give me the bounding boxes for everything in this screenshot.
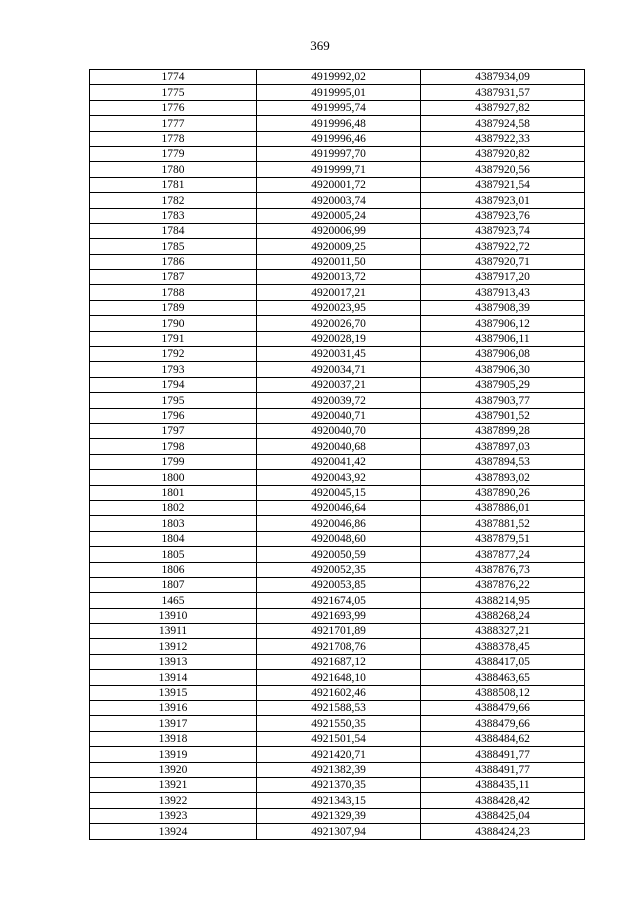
y-coordinate-cell: 4388424,23 [421,824,585,839]
point-number-cell: 13916 [90,701,257,716]
x-coordinate-cell: 4920006,99 [257,223,421,238]
point-number-cell: 1797 [90,423,257,438]
x-coordinate-cell: 4920023,95 [257,300,421,315]
point-number-cell: 1781 [90,177,257,192]
y-coordinate-cell: 4387876,22 [421,577,585,592]
table-row [90,393,585,408]
table-row [90,793,585,808]
x-coordinate-cell: 4920013,72 [257,270,421,285]
table-row [90,701,585,716]
point-number-cell: 1774 [90,70,257,85]
x-coordinate-cell: 4920011,50 [257,254,421,269]
y-coordinate-cell: 4388491,77 [421,762,585,777]
table-row [90,300,585,315]
y-coordinate-cell: 4388484,62 [421,731,585,746]
table-row [90,639,585,654]
table-row [90,808,585,823]
y-coordinate-cell: 4387906,30 [421,362,585,377]
point-number-cell: 1790 [90,316,257,331]
x-coordinate-cell: 4920003,74 [257,193,421,208]
table-row [90,624,585,639]
y-coordinate-cell: 4388479,66 [421,701,585,716]
point-number-cell: 1779 [90,146,257,161]
page-number: 369 [310,38,330,53]
point-number-cell: 13917 [90,716,257,731]
table-row [90,362,585,377]
point-number-cell: 1802 [90,500,257,515]
point-number-cell: 1777 [90,116,257,131]
table-row [90,285,585,300]
point-number-cell: 1788 [90,285,257,300]
x-coordinate-cell: 4919995,74 [257,100,421,115]
point-number-cell: 1795 [90,393,257,408]
table-row [90,562,585,577]
table-row [90,408,585,423]
table-row [90,762,585,777]
table-row [90,731,585,746]
y-coordinate-cell: 4388417,05 [421,654,585,669]
y-coordinate-cell: 4387893,02 [421,470,585,485]
table-row [90,316,585,331]
y-coordinate-cell: 4388463,65 [421,670,585,685]
x-coordinate-cell: 4920040,68 [257,439,421,454]
x-coordinate-cell: 4919999,71 [257,162,421,177]
y-coordinate-cell: 4387901,52 [421,408,585,423]
table-row [90,824,585,839]
x-coordinate-cell: 4920040,71 [257,408,421,423]
point-number-cell: 1799 [90,454,257,469]
y-coordinate-cell: 4387876,73 [421,562,585,577]
point-number-cell: 1803 [90,516,257,531]
point-number-cell: 1801 [90,485,257,500]
point-number-cell: 1804 [90,531,257,546]
x-coordinate-cell: 4920046,64 [257,500,421,515]
point-number-cell: 1791 [90,331,257,346]
table-row [90,777,585,792]
table-row [90,470,585,485]
y-coordinate-cell: 4387922,72 [421,239,585,254]
x-coordinate-cell: 4920028,19 [257,331,421,346]
y-coordinate-cell: 4387908,39 [421,300,585,315]
point-number-cell: 1787 [90,270,257,285]
x-coordinate-cell: 4921382,39 [257,762,421,777]
y-coordinate-cell: 4387917,20 [421,270,585,285]
x-coordinate-cell: 4920031,45 [257,347,421,362]
x-coordinate-cell: 4920048,60 [257,531,421,546]
x-coordinate-cell: 4921602,46 [257,685,421,700]
y-coordinate-cell: 4387923,01 [421,193,585,208]
y-coordinate-cell: 4387913,43 [421,285,585,300]
y-coordinate-cell: 4387903,77 [421,393,585,408]
x-coordinate-cell: 4921550,35 [257,716,421,731]
table-row [90,716,585,731]
y-coordinate-cell: 4388428,42 [421,793,585,808]
x-coordinate-cell: 4920026,70 [257,316,421,331]
x-coordinate-cell: 4921693,99 [257,608,421,623]
x-coordinate-cell: 4920043,92 [257,470,421,485]
x-coordinate-cell: 4921343,15 [257,793,421,808]
y-coordinate-cell: 4387922,33 [421,131,585,146]
x-coordinate-cell: 4919995,01 [257,85,421,100]
x-coordinate-cell: 4920017,21 [257,285,421,300]
y-coordinate-cell: 4387905,29 [421,377,585,392]
y-coordinate-cell: 4387920,71 [421,254,585,269]
table-row [90,593,585,608]
y-coordinate-cell: 4387934,09 [421,70,585,85]
point-number-cell: 1783 [90,208,257,223]
table-row [90,270,585,285]
y-coordinate-cell: 4387906,11 [421,331,585,346]
x-coordinate-cell: 4919996,48 [257,116,421,131]
y-coordinate-cell: 4387890,26 [421,485,585,500]
x-coordinate-cell: 4921370,35 [257,777,421,792]
x-coordinate-cell: 4921648,10 [257,670,421,685]
y-coordinate-cell: 4388491,77 [421,747,585,762]
table-row [90,177,585,192]
point-number-cell: 1794 [90,377,257,392]
point-number-cell: 1793 [90,362,257,377]
table-row [90,747,585,762]
y-coordinate-cell: 4387924,58 [421,116,585,131]
y-coordinate-cell: 4387920,82 [421,146,585,161]
table-row [90,254,585,269]
y-coordinate-cell: 4387906,08 [421,347,585,362]
point-number-cell: 1785 [90,239,257,254]
table-row [90,208,585,223]
x-coordinate-cell: 4920045,15 [257,485,421,500]
point-number-cell: 1789 [90,300,257,315]
table-row [90,454,585,469]
x-coordinate-cell: 4920040,70 [257,423,421,438]
x-coordinate-cell: 4920053,85 [257,577,421,592]
y-coordinate-cell: 4388435,11 [421,777,585,792]
y-coordinate-cell: 4387897,03 [421,439,585,454]
y-coordinate-cell: 4387931,57 [421,85,585,100]
table-row [90,654,585,669]
table-row [90,116,585,131]
point-number-cell: 1780 [90,162,257,177]
y-coordinate-cell: 4387906,12 [421,316,585,331]
point-number-cell: 13923 [90,808,257,823]
y-coordinate-cell: 4387886,01 [421,500,585,515]
y-coordinate-cell: 4388268,24 [421,608,585,623]
x-coordinate-cell: 4921708,76 [257,639,421,654]
point-number-cell: 1786 [90,254,257,269]
table-row [90,423,585,438]
table-row [90,193,585,208]
x-coordinate-cell: 4921674,05 [257,593,421,608]
x-coordinate-cell: 4921588,53 [257,701,421,716]
table-row [90,85,585,100]
table-row [90,485,585,500]
table-row [90,670,585,685]
point-number-cell: 13918 [90,731,257,746]
x-coordinate-cell: 4921307,94 [257,824,421,839]
x-coordinate-cell: 4919997,70 [257,146,421,161]
y-coordinate-cell: 4387877,24 [421,547,585,562]
x-coordinate-cell: 4920037,21 [257,377,421,392]
x-coordinate-cell: 4920046,86 [257,516,421,531]
point-number-cell: 13920 [90,762,257,777]
point-number-cell: 13921 [90,777,257,792]
y-coordinate-cell: 4387879,51 [421,531,585,546]
y-coordinate-cell: 4387923,74 [421,223,585,238]
table-row [90,70,585,85]
table-row [90,162,585,177]
table-row [90,377,585,392]
point-number-cell: 1465 [90,593,257,608]
point-number-cell: 1784 [90,223,257,238]
y-coordinate-cell: 4388508,12 [421,685,585,700]
point-number-cell: 1775 [90,85,257,100]
coordinates-table [89,69,585,840]
x-coordinate-cell: 4920001,72 [257,177,421,192]
point-number-cell: 13914 [90,670,257,685]
point-number-cell: 13922 [90,793,257,808]
table-row [90,500,585,515]
y-coordinate-cell: 4387921,54 [421,177,585,192]
table-row [90,131,585,146]
x-coordinate-cell: 4919996,46 [257,131,421,146]
x-coordinate-cell: 4921501,54 [257,731,421,746]
y-coordinate-cell: 4387894,53 [421,454,585,469]
table-row [90,331,585,346]
table-row [90,608,585,623]
x-coordinate-cell: 4920009,25 [257,239,421,254]
point-number-cell: 1796 [90,408,257,423]
x-coordinate-cell: 4921420,71 [257,747,421,762]
x-coordinate-cell: 4920050,59 [257,547,421,562]
table-row [90,547,585,562]
y-coordinate-cell: 4388327,21 [421,624,585,639]
point-number-cell: 13913 [90,654,257,669]
table-row [90,239,585,254]
point-number-cell: 1778 [90,131,257,146]
x-coordinate-cell: 4921329,39 [257,808,421,823]
y-coordinate-cell: 4387927,82 [421,100,585,115]
x-coordinate-cell: 4920052,35 [257,562,421,577]
point-number-cell: 13910 [90,608,257,623]
y-coordinate-cell: 4388214,95 [421,593,585,608]
point-number-cell: 13911 [90,624,257,639]
point-number-cell: 13912 [90,639,257,654]
point-number-cell: 1805 [90,547,257,562]
x-coordinate-cell: 4920041,42 [257,454,421,469]
point-number-cell: 1792 [90,347,257,362]
y-coordinate-cell: 4387899,28 [421,423,585,438]
y-coordinate-cell: 4388378,45 [421,639,585,654]
y-coordinate-cell: 4388479,66 [421,716,585,731]
x-coordinate-cell: 4921701,89 [257,624,421,639]
point-number-cell: 13919 [90,747,257,762]
x-coordinate-cell: 4920005,24 [257,208,421,223]
x-coordinate-cell: 4920034,71 [257,362,421,377]
y-coordinate-cell: 4388425,04 [421,808,585,823]
x-coordinate-cell: 4921687,12 [257,654,421,669]
point-number-cell: 1806 [90,562,257,577]
point-number-cell: 1782 [90,193,257,208]
table-row [90,685,585,700]
point-number-cell: 13924 [90,824,257,839]
table-row [90,146,585,161]
y-coordinate-cell: 4387923,76 [421,208,585,223]
point-number-cell: 1800 [90,470,257,485]
point-number-cell: 1807 [90,577,257,592]
point-number-cell: 13915 [90,685,257,700]
y-coordinate-cell: 4387920,56 [421,162,585,177]
table-row [90,516,585,531]
table-row [90,347,585,362]
x-coordinate-cell: 4920039,72 [257,393,421,408]
table-row [90,531,585,546]
point-number-cell: 1776 [90,100,257,115]
table-row [90,100,585,115]
point-number-cell: 1798 [90,439,257,454]
y-coordinate-cell: 4387881,52 [421,516,585,531]
table-row [90,577,585,592]
x-coordinate-cell: 4919992,02 [257,70,421,85]
table-row [90,223,585,238]
table-row [90,439,585,454]
coordinates-table-body [90,70,585,840]
